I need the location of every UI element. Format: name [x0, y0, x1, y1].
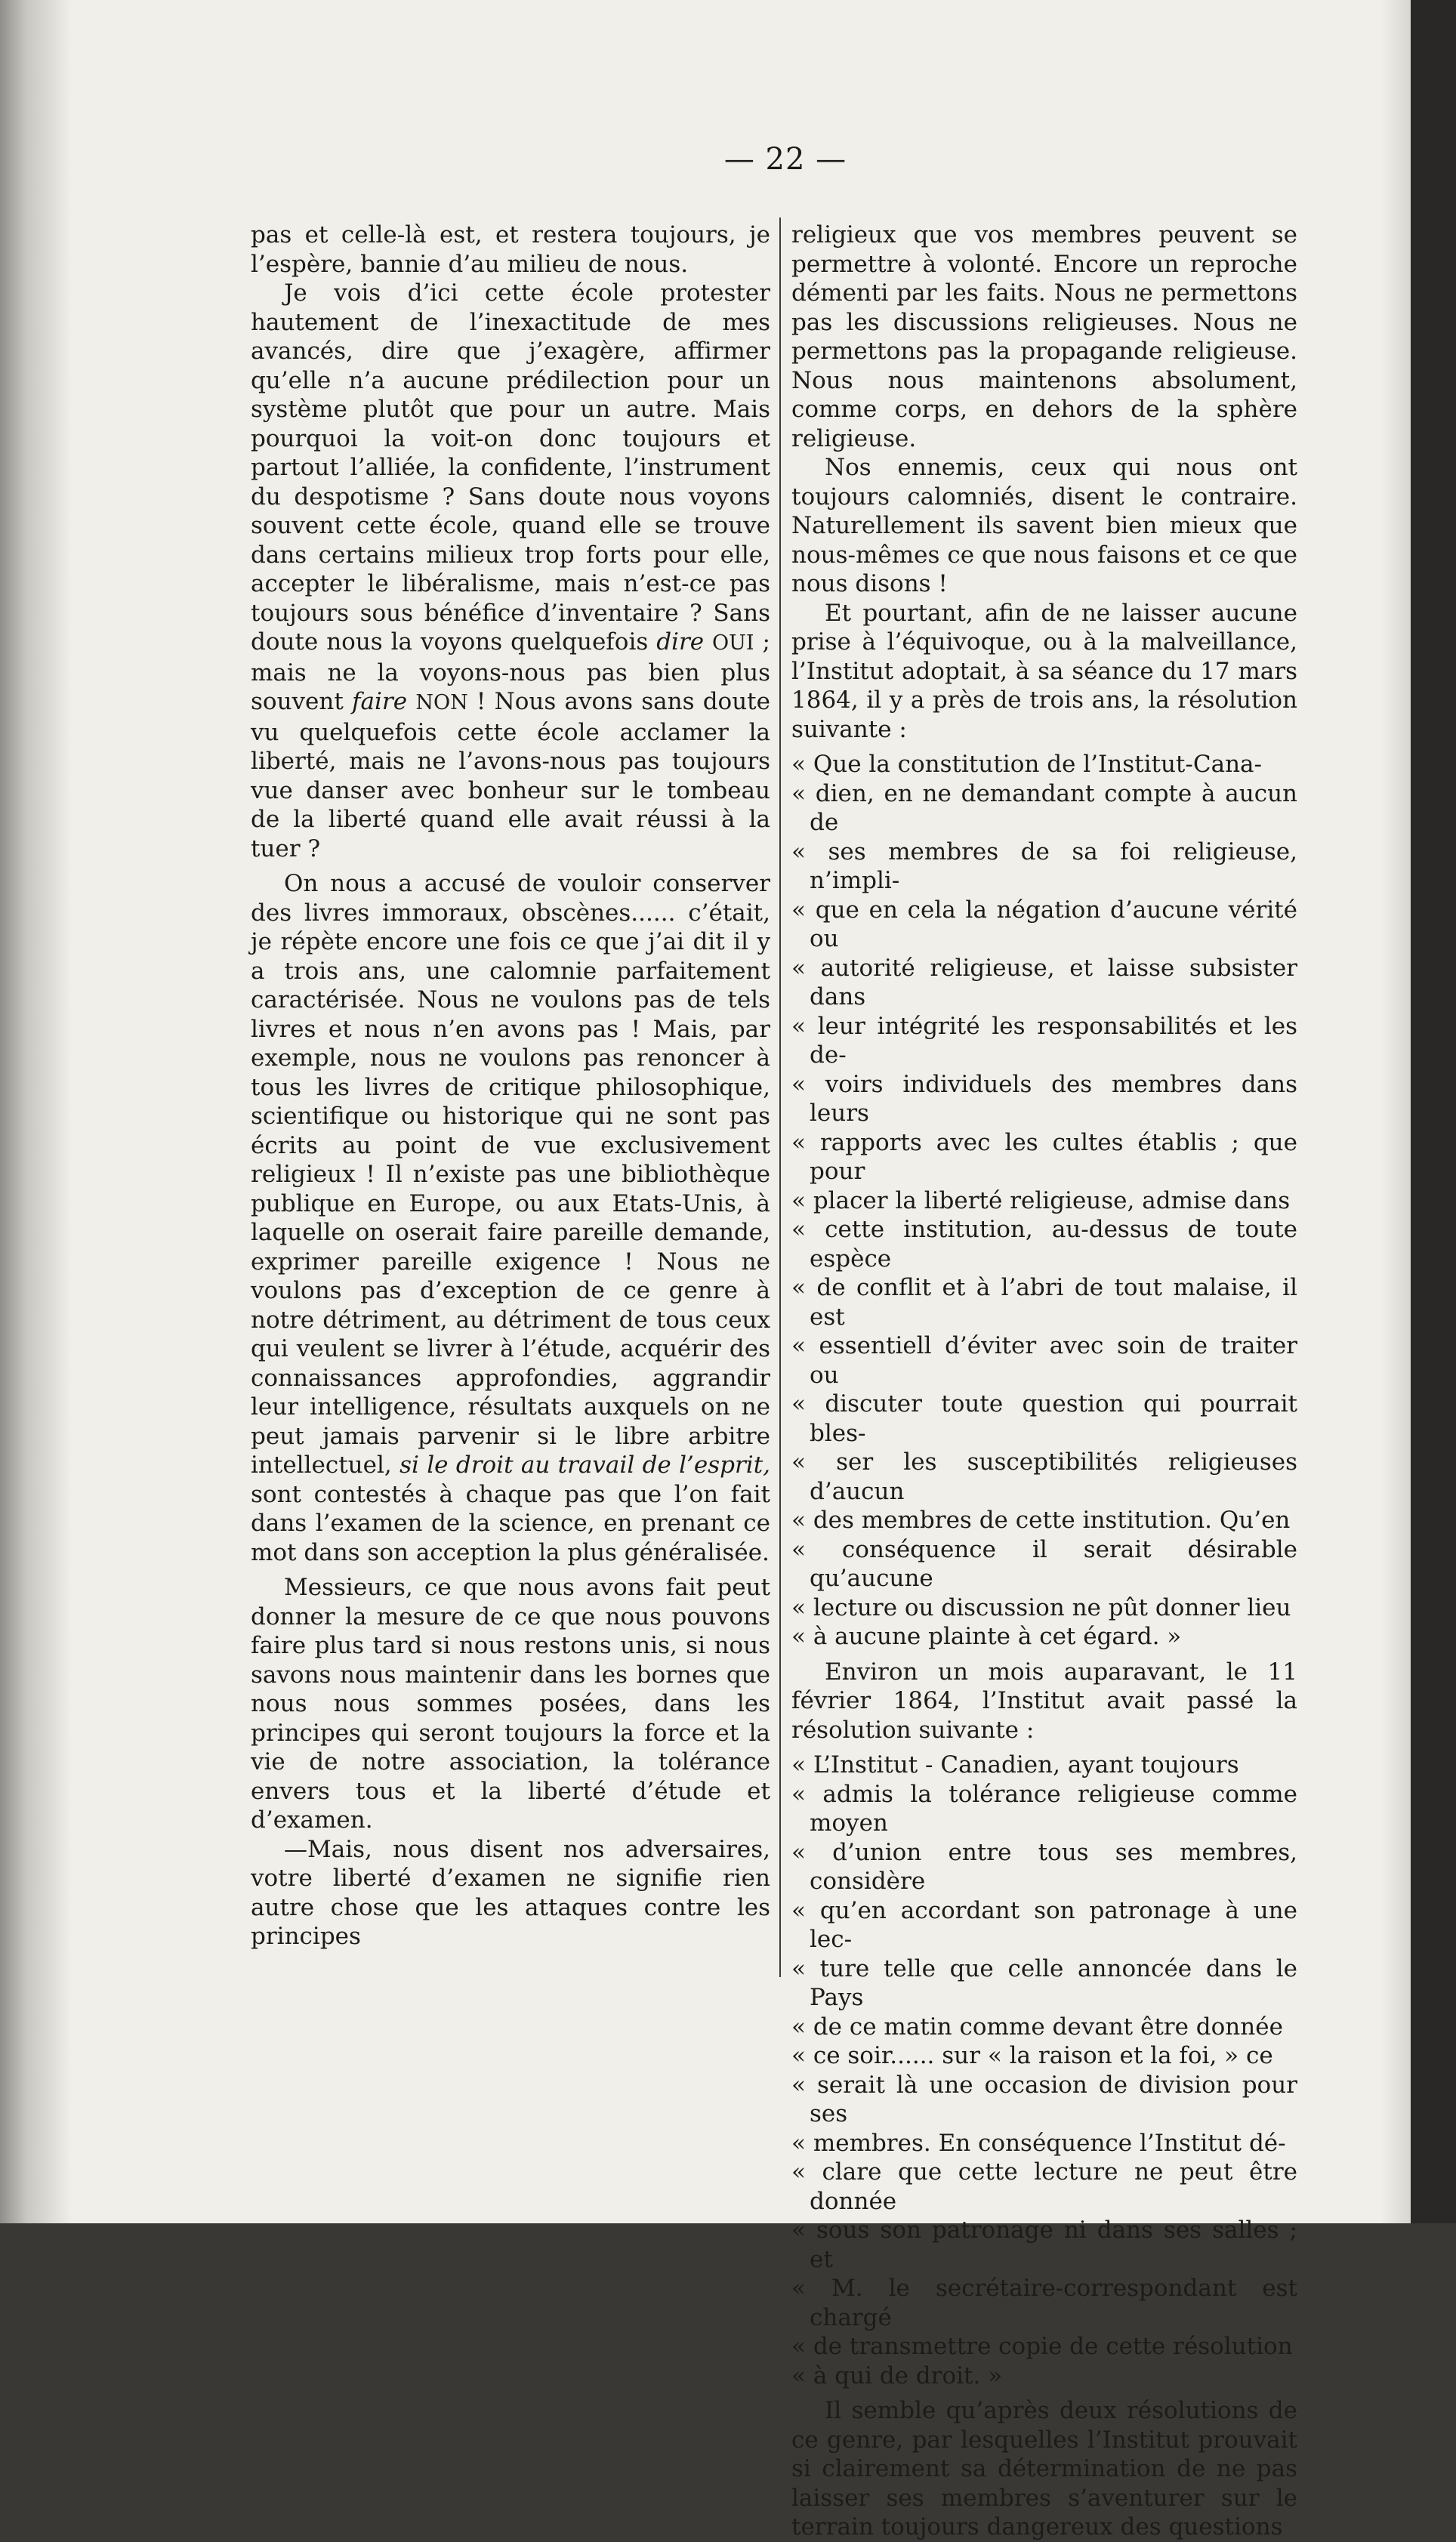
paragraph: Et pourtant, afin de ne laisser aucune prise à l’équivoque, ou à la malveillance, l’Institut adoptait, à sa séance du 17 mars 1864, il y a près de trois ans, la résolution suivante : [791, 599, 1297, 743]
quote-line: « qu’en accordant son patronage à une lec- [810, 1896, 1297, 1954]
quote-line: « que en cela la négation d’aucune vérité ou [810, 896, 1297, 954]
quote-line: « ce soir...... sur « la raison et la foi, » ce [810, 2041, 1297, 2071]
page-number: — 22 — [723, 142, 847, 177]
resolution-quote-2 [791, 1751, 1297, 2390]
small-caps-word: NON [415, 691, 468, 714]
paragraph: Nos ennemis, ceux qui nous ont toujours calomniés, disent le contraire. Naturellement ils savent bien mieux que nous-mêmes ce que nous faisons et ce que nous disons ! [791, 454, 1297, 597]
paragraph: pas et celle-là est, et restera toujours, je l’espère, bannie d’au milieu de nous. [251, 221, 770, 278]
resolution-quote-1 [791, 750, 1297, 1652]
quote-line: « rapports avec les cultes établis ; que pour [810, 1128, 1297, 1186]
quote-line: « de ce matin comme devant être donnée [810, 2013, 1297, 2042]
quote-line: « lecture ou discussion ne pût donner lieu [810, 1593, 1297, 1623]
small-caps-word: OUI [712, 631, 754, 655]
column-divider [779, 217, 781, 1977]
quote-line: « M. le secrétaire-correspondant est chargé [810, 2274, 1297, 2332]
paragraph: On nous a accusé de vouloir conserver des livres immoraux, obscènes...... c’était, je répète encore une fois ce que j’ai dit il y a trois ans, une calomnie parfaitement caractérisée. Nous ne voulons pas de tels livres et nous n’en avons pas ! Mais, par exemple, nous ne voulons pas renoncer à tous les livres de critique philosophique, scientifique ou historique qui ne sont pas écrits au point de vue exclusivement religieux ! Il n’existe pas une bibliothèque publique en Europe, ou aux Etats-Unis, à laquelle on oserait faire pareille demande, exprimer pareille exigence ! Nous ne voulons pas d’exception de ce genre à notre détriment, au détriment de tous ceux qui veulent se livrer à l’étude, acquérir des connaissances approfondies, aggrandir leur intelligence, résultats auxquels on ne peut jamais parvenir si le libre arbitre intellectuel, si le droit au travail de l’esprit, sont contestés à chaque pas que l’on fait dans l’examen de la science, en prenant ce mot dans son acception la plus généralisée. [251, 870, 771, 1566]
quote-line: « cette institution, au-dessus de toute espèce [810, 1215, 1297, 1273]
left-column [251, 221, 770, 1951]
quote-line: « ser les susceptibilités religieuses d’aucun [810, 1448, 1297, 1506]
quote-line: « ture telle que celle annoncée dans le Pays [810, 1954, 1297, 2013]
quote-line: « voirs individuels des membres dans leurs [810, 1070, 1297, 1128]
paragraph: religieux que vos membres peuvent se permettre à volonté. Encore un reproche démenti par les faits. Nous ne permettons pas les discussions religieuses. Nous ne permettons pas la propagande religieuse. Nous nous maintenons absolument, comme corps, en dehors de la sphère religieuse. [791, 221, 1297, 452]
quote-line: « à aucune plainte à cet égard. » [810, 1622, 1297, 1652]
quote-line: « L’Institut - Canadien, ayant toujours [810, 1751, 1297, 1780]
quote-line: « de transmettre copie de cette résolution [810, 2332, 1297, 2362]
quote-line: « de conflit et à l’abri de tout malaise, il est [810, 1273, 1297, 1331]
quote-line: « essentiell d’éviter avec soin de traiter ou [810, 1331, 1297, 1390]
quote-line: « clare que cette lecture ne peut être donnée [810, 2158, 1297, 2216]
italic-phrase: si le droit au travail de l’esprit, [399, 1451, 771, 1479]
quote-line: « serait là une occasion de division pour ses [810, 2071, 1297, 2129]
page-edge-shadow [1380, 0, 1411, 2223]
quote-line: « ses membres de sa foi religieuse, n’impli- [810, 838, 1297, 896]
quote-line: « membres. En conséquence l’Institut dé- [810, 2129, 1297, 2158]
right-column [791, 221, 1297, 2542]
quote-line: « leur intégrité les responsabilités et les de- [810, 1012, 1297, 1070]
italic-word: dire [656, 628, 705, 656]
italic-word: faire [352, 688, 408, 715]
page-gutter-shadow [0, 0, 72, 2223]
quote-line: « d’union entre tous ses membres, considère [810, 1838, 1297, 1896]
quote-line: « à qui de droit. » [810, 2362, 1297, 2391]
quote-line: « discuter toute question qui pourrait bles- [810, 1390, 1297, 1448]
paragraph: Il semble qu’après deux résolutions de ce genre, par lesquelles l’Institut prouvait si clairement sa détermination de ne pas laisser ses membres s’aventurer sur le terrain toujours dangereux des questions [791, 2397, 1297, 2540]
quote-line: « placer la liberté religieuse, admise dans [810, 1186, 1297, 1216]
paragraph: Je vois d’ici cette école protester hautement de l’inexactitude de mes avancés, dire que j’exagère, affirmer qu’elle n’a aucune prédilection pour un système plutôt que pour un autre. Mais pourquoi la voit-on donc toujours et partout l’alliée, la confidente, l’instrument du despotisme ? Sans doute nous voyons souvent cette école, quand elle se trouve dans certains milieux trop forts pour elle, accepter le libéralisme, mais n’est-ce pas toujours sous bénéfice d’inventaire ? Sans doute nous la voyons quelquefois dire OUI ; mais ne la voyons-nous pas bien plus souvent faire NON ! Nous avons sans doute vu quelquefois cette école acclamer la liberté, mais ne l’avons-nous pas toujours vue danser avec bonheur sur le tombeau de la liberté quand elle avait réussi à la tuer ? [251, 279, 770, 862]
paragraph: Messieurs, ce que nous avons fait peut donner la mesure de ce que nous pouvons faire plus tard si nous restons unis, si nous savons nous maintenir dans les bornes que nous nous sommes posées, dans les principes qui seront toujours la force et la vie de notre association, la tolérance envers tous et la liberté d’étude et d’examen. [251, 1574, 770, 1834]
quote-line: « Que la constitution de l’Institut-Cana- [810, 750, 1297, 779]
quote-line: « sous son patronage ni dans ses salles ; et [810, 2216, 1297, 2274]
quote-line: « autorité religieuse, et laisse subsister dans [810, 954, 1297, 1012]
book-spine [1411, 0, 1456, 2223]
quote-line: « des membres de cette institution. Qu’en [810, 1506, 1297, 1535]
quote-line: « conséquence il serait désirable qu’aucune [810, 1535, 1297, 1593]
paragraph: —Mais, nous disent nos adversaires, votre liberté d’examen ne signifie rien autre chose que les attaques contre les principes [251, 1835, 770, 1950]
quote-line: « admis la tolérance religieuse comme moyen [810, 1780, 1297, 1838]
paragraph: Environ un mois auparavant, le 11 février 1864, l’Institut avait passé la résolution suivante : [791, 1658, 1297, 1744]
quote-line: « dien, en ne demandant compte à aucun de [810, 779, 1297, 838]
